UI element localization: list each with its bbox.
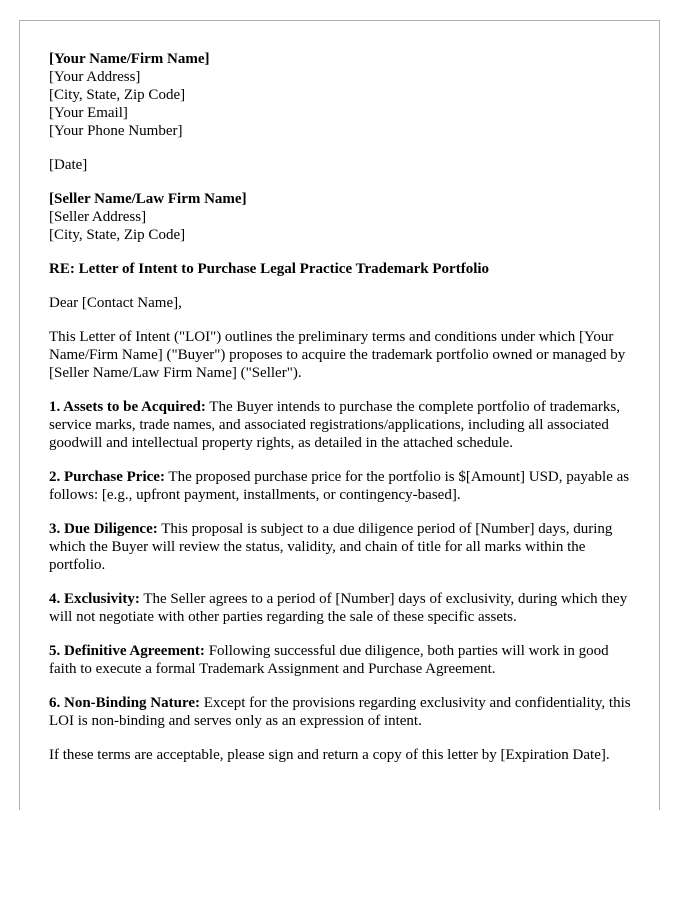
- section-text: This proposal is subject to a due diligence period of [Number] days, during which the Buyer will review the status, validity, and chain of title for all marks within the portfolio.: [49, 521, 613, 573]
- section-heading: 2. Purchase Price:: [49, 469, 165, 485]
- section-heading: 4. Exclusivity:: [49, 591, 140, 607]
- section-heading: 1. Assets to be Acquired:: [49, 399, 206, 415]
- sender-name: [Your Name/Firm Name]: [49, 51, 210, 67]
- section-agreement: [49, 642, 639, 678]
- section-price: [49, 468, 639, 504]
- section-non-binding: [49, 694, 639, 730]
- section-text: The Seller agrees to a period of [Number] days of exclusivity, during which they will not negotiate with other parties regarding the sale of these specific assets.: [49, 591, 628, 625]
- section-assets: [49, 398, 639, 452]
- letter-content: [49, 50, 639, 780]
- letter-page: [19, 20, 660, 810]
- recipient-address: [Seller Address]: [49, 209, 147, 225]
- section-heading: 6. Non-Binding Nature:: [49, 695, 200, 711]
- section-diligence: [49, 520, 639, 574]
- sender-email: [Your Email]: [49, 105, 128, 121]
- section-text: The Buyer intends to purchase the complete portfolio of trademarks, service marks, trade names, and associated registrations/applications, including all associated goodwill and intellectual property rights, as detailed in the attached schedule.: [49, 399, 620, 451]
- recipient-name: [Seller Name/Law Firm Name]: [49, 191, 247, 207]
- recipient-city: [City, State, Zip Code]: [49, 227, 186, 243]
- recipient-block: [49, 190, 639, 244]
- section-text: The proposed purchase price for the portfolio is $[Amount] USD, payable as follows: [e.g., upfront payment, installments, or contingency-based].: [49, 469, 630, 503]
- sender-city: [City, State, Zip Code]: [49, 87, 186, 103]
- subject-line: RE: Letter of Intent to Purchase Legal Practice Trademark Portfolio: [49, 261, 490, 277]
- section-text: Following successful due diligence, both parties will work in good faith to execute a formal Trademark Assignment and Purchase Agreement.: [49, 643, 609, 677]
- date-block: [49, 156, 639, 174]
- intro-paragraph: This Letter of Intent ("LOI") outlines the preliminary terms and conditions under which [Your Name/Firm Name] ("Buyer") proposes to acquire the trademark portfolio owned or managed by [Seller Name/Law Firm Name] ("Seller").: [49, 329, 626, 381]
- closing-paragraph: If these terms are acceptable, please sign and return a copy of this letter by [Expiration Date].: [49, 747, 610, 763]
- section-exclusivity: [49, 590, 639, 626]
- sender-address: [Your Address]: [49, 69, 141, 85]
- section-text: Except for the provisions regarding exclusivity and confidentiality, this LOI is non-binding and serves only as an expression of intent.: [49, 695, 631, 729]
- sender-phone: [Your Phone Number]: [49, 123, 183, 139]
- salutation: Dear [Contact Name],: [49, 295, 182, 311]
- sender-block: [49, 50, 639, 140]
- section-heading: 5. Definitive Agreement:: [49, 643, 205, 659]
- section-heading: 3. Due Diligence:: [49, 521, 158, 537]
- letter-date: [Date]: [49, 157, 88, 173]
